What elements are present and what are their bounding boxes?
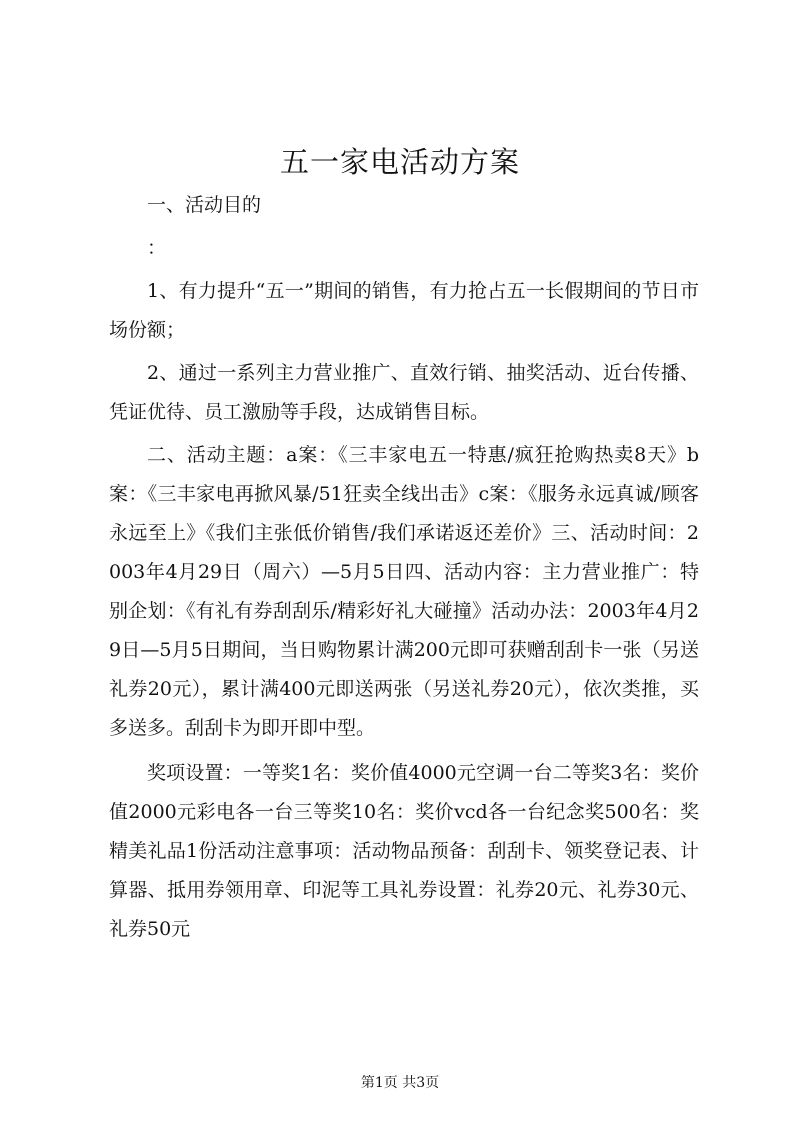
purpose-item-1: 1、有力提升“五一”期间的销售，有力抢占五一长假期间的节日市场份额； xyxy=(109,280,699,341)
activity-theme-paragraph: 二、活动主题：a案：《三丰家电五一特惠/疯狂抢购热卖8天》b案：《三丰家电再掀风暴/51狂卖全线出击》c案：《服务永远真诚/顾客永远至上》《我们主张低价销售/我们承诺返还差价》三、活动时间：2003年4月29日（周六）—5月5日四、活动内容：主力营业推广：特别企划：《有礼有券刮刮乐/精彩好礼大碰撞》活动办法：2003年4月29日—5月5日期间，当日购物累计满200元即可获赠刮刮卡一张（另送礼券20元），累计满400元即送两张（另送礼券20元），依次类推，买多送多。刮刮卡为即开即中型。 xyxy=(109,444,699,739)
prize-settings-paragraph: 奖项设置：一等奖1名：奖价值4000元空调一台二等奖3名：奖价值2000元彩电各一台三等奖10名：奖价vcd各一台纪念奖500名：奖精美礼品1份活动注意事项：活动物品预备：刮刮卡、领奖登记表、计算器、抵用券领用章、印泥等工具礼券设置：礼券20元、礼券30元、礼券50元 xyxy=(109,762,699,940)
document-title: 五一家电活动方案 xyxy=(279,145,520,179)
section-heading-purpose: 一、活动目的 xyxy=(147,194,262,216)
page-footer: 第1页 共3页 xyxy=(360,1075,440,1091)
document-body xyxy=(109,186,699,953)
colon-line: ： xyxy=(147,237,167,259)
purpose-item-2: 2、通过一系列主力营业推广、直效行销、抽奖活动、近台传播、凭证优待、员工激励等手段，达成销售目标。 xyxy=(109,362,699,423)
